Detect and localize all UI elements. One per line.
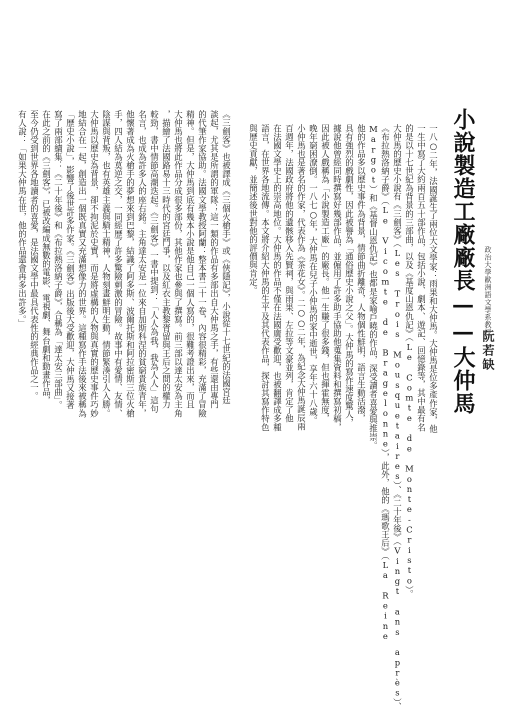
text-column: 地結合在一起，創造出一個既真實又充滿想像力的世界。這種寫作手法後來被稱為 [77, 110, 88, 418]
text-column: 晚年窮困潦倒。一八七○年，大仲馬在兒子小仲馬的家中逝世，享年六十八歲。 [308, 124, 319, 425]
article-title: 小說製造工廠廠長——大仲馬 [450, 108, 476, 415]
text-column: ，描繪了法國路易十三時代的宮廷鬥爭，以及紅衣主教黎胥留與王后之間的權力 [161, 110, 172, 409]
text-column: 較勁，書中情節高潮迭起。《三劍客》一書中提到：「人人為我，我為人人」這句 [149, 110, 160, 414]
text-column: 《布拉熱洛納子爵》（Le Vicomte de Bragelonne），此外，他的《瑪歌王后》（La Reine [380, 124, 391, 642]
text-column: 語言，在世界各地流傳。本文將介紹大仲馬的生平及其代表作品，探討其寫作特色 [260, 124, 271, 432]
text-column: 的代筆作家協助。法國文學教授阿蘭：整本書二十一卷，內容很精彩，充滿了冒險 [197, 110, 208, 418]
text-column: 據說他曾經同時撰寫好幾部作品，並僱用了許多助手協助他蒐集資料和撰寫初稿， [332, 124, 343, 432]
text-column: 陰謀與背叛，也有英雄主義與騎士精神，人物刻畫鮮明生動，情節緊湊引人入勝。 [101, 110, 112, 418]
text-column: 具有強烈的戲劇性，因此被譽為「通俗歷史小說之父」。大仲馬的寫作速度驚人， [344, 124, 355, 428]
text-column: 至今仍受到世界各地讀者的喜愛，是法國文學中最具代表性的經典作品之一。 [29, 110, 40, 401]
text-column: 名言，也成為許多人的座右銘。主角達太安是一位來自加斯科涅的貧窮貴族青年， [137, 110, 148, 418]
text-column: 談起，尤其是所謂的軍隊；這一類的作品有多部出自大仲馬之手，有些還由專門 [209, 110, 220, 409]
text-column: 的是以十七世紀為背景的三部曲，以及《基度山恩仇記》（Le Comte de Monte-Cristo）。 [404, 124, 415, 599]
text-column: 因此被人戲稱為「小說製造工廠」的廠長。他一生賺了很多錢，但也揮霍無度， [320, 124, 331, 423]
text-column: 手，四人結為莫逆之交，一同經歷了許多驚險刺激的冒險。故事中有愛情、友情、 [113, 110, 124, 418]
text-column: 百週年，法國政府將他的遺骸移入先賢祠，與雨果、左拉等文豪並列，肯定了他 [284, 124, 295, 423]
author-name: 阮若缺 [481, 330, 495, 372]
text-column: 「歷史小說」，影響了後世許多作家。《三劍客》出版後大受歡迎，大仲馬又接著 [65, 110, 76, 410]
text-column: 大仲馬的歷史小說有《三劍客》（Les Trois Mousquetaires）、《二十年後》（Vingt ans après）、 [392, 124, 403, 711]
text-column: 小仲馬也是著名的作家，代表作為《茶花女》。二○○二年，為紀念大仲馬誕辰兩 [296, 124, 307, 431]
text-column: 有人說：「如果大仲馬在世，他的作品還會再多出許多。」 [17, 110, 28, 328]
text-column: 一八○二年，法國誕生了兩位大文學家：雨果和大仲馬。大仲馬是位多產作家，他 [428, 124, 439, 434]
text-column: 《三劍客》也被譯成《三個火槍手》或《俠隱記》，小說從十七世紀的法國宮廷 [221, 110, 232, 405]
text-column: 大仲馬以歷史為背景，卻不拘泥於史實，而是將虛構的人物與真實的歷史事件巧妙 [89, 110, 100, 418]
text-column: 在法國文學史上的崇高地位。大仲馬的作品不僅在法國廣受歡迎，也被翻譯成多種 [272, 124, 283, 432]
text-column: 一生中寫了大約兩百五十部作品，包括小說、劇本、遊記、回憶錄等，其中最有名 [416, 124, 427, 432]
text-column: 他懷著成為火槍手的夢想來到巴黎，結識了阿多斯、波爾托斯和阿拉密斯三位火槍 [125, 110, 136, 418]
text-column: 他的作品多以歷史事件為背景，情節曲折離奇，人物個性鮮明，語言生動活潑， [356, 124, 367, 423]
text-column: Margot）和《基督山恩仇記》也都是家喻戶曉的作品，深受讀者喜愛與推崇。 [368, 124, 379, 450]
author-affiliation: 政治大學歐洲語文學系教授 [484, 246, 492, 336]
text-column: 大仲馬也將此作品分成很多部份，其他作家也參與了撰寫。前三部以達太安為主角 [173, 110, 184, 418]
text-column: 寫了兩部續集：《二十年後》和《布拉熱洛納子爵》，合稱為「達太安三部曲」。 [53, 110, 64, 410]
text-column: 在此之前的《三劍客》，已被改編成無數的電影、電視劇、舞台劇和動畫作品， [41, 110, 52, 405]
text-column: 與歷史貢獻，並簡述後世對他的評價與肯定。 [248, 124, 259, 295]
text-column: 精神。但是，大仲馬到底有幾本小說是他自己一個人寫的，很難考證出來，而且 [185, 110, 196, 409]
